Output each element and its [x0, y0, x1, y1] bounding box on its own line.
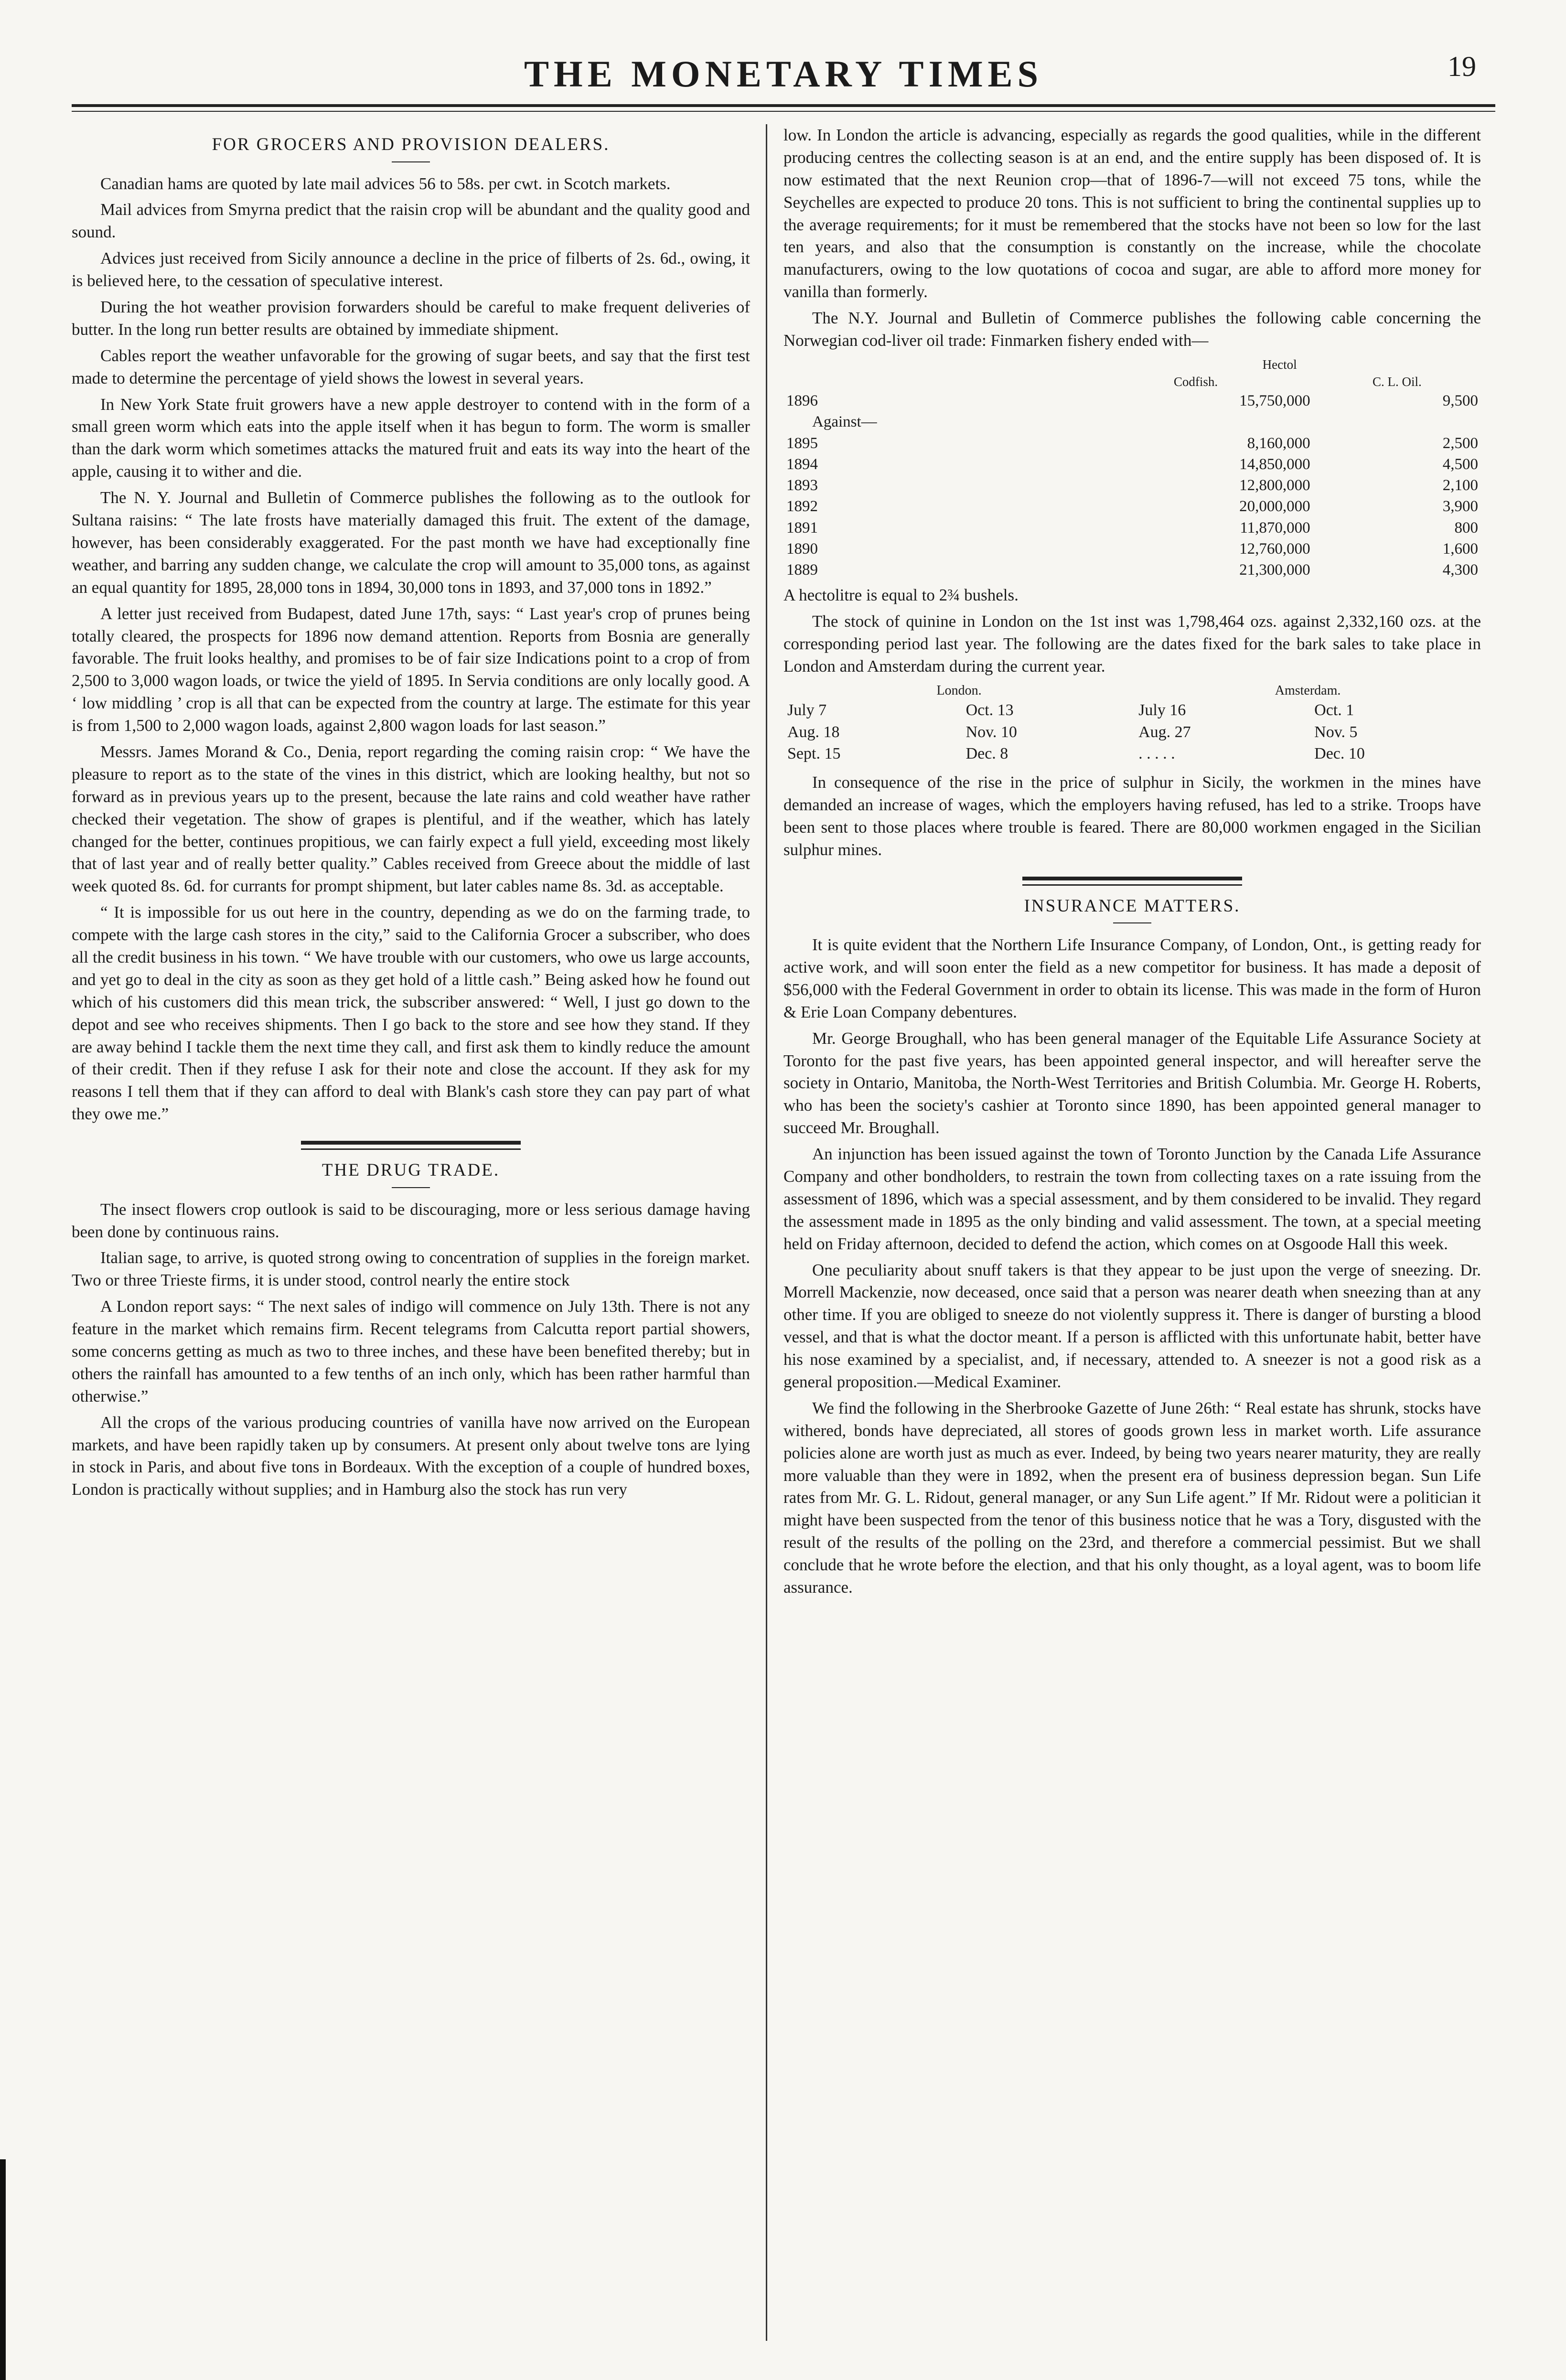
fishery-oil: 3,900: [1442, 498, 1478, 515]
article-paragraph: Messrs. James Morand & Co., Denia, report regarding the coming raisin crop: “ We have the pleasure to report as to the state of the vines in this district, which are looking healthy, but not so forward as in previous years up to the present, because the late rains and cold weather have rather checked their vegetation. The show of grapes is plentiful, and if the weather, which has lately changed for the better, continues propitious, we can fairly expect a full yield, exceeding most likely that of last year and of really better quality.” Cables received from Greece about the middle of last week quoted 8s. 6d. for currants for prompt shipment, but later cables name 8s. 3d. as acceptable.: [72, 742, 750, 896]
fishery-year: 1892: [786, 498, 818, 515]
article-paragraph: An injunction has been issued against the town of Toronto Junction by the Canada Life Assurance Company and other bondholders, to restrain the town from collecting taxes on a rate issuing from the assessment of 1896, which was a special assessment, and by them considered to be invalid. They regard the assessment made in 1895 as the only binding and valid assessment. The town, at a special meeting held on Friday afternoon, decided to defend the action, which comes on at Osgoode Hall this week.: [783, 1145, 1481, 1253]
section-rule-thin: [301, 1148, 521, 1150]
fishery-oil: 4,500: [1442, 455, 1478, 473]
fishery-oil: 9,500: [1442, 392, 1478, 410]
article-paragraph: During the hot weather provision forwarders should be careful to make frequent deliveries of butter. In the long run better results are obtained by immediate shipment.: [72, 298, 750, 339]
sales-london-header: London.: [936, 683, 982, 698]
fishery-codfish: 20,000,000: [1239, 498, 1310, 515]
fishery-oil: 2,500: [1442, 434, 1478, 452]
article-paragraph: Italian sage, to arrive, is quoted strong owing to concentration of supplies in the foreign market. Two or three Trieste firms, it is under stood, control nearly the entire stock: [72, 1248, 750, 1290]
fishery-codfish: 12,800,000: [1239, 477, 1310, 494]
table-row: [783, 496, 1481, 517]
table-row: [783, 390, 1481, 411]
fishery-year: 1895: [786, 434, 818, 452]
fishery-codfish: 8,160,000: [1247, 434, 1310, 452]
fishery-codfish: 11,870,000: [1240, 519, 1310, 536]
article-paragraph: We find the following in the Sherbrooke Gazette of June 26th: “ Real estate has shrunk, stocks have withered, bonds have depreciated, all stores of goods grown less in market worth. Life assurance policies alone are worth just as much as ever. Indeed, by being two years nearer maturity, they are really more valuable than they were in 1892, when the present era of business depression began. Sun Life rates from Mr. G. L. Ridout, general manager, or any Sun Life agent.” If Mr. Ridout were a politician it might have been suspected from the tenor of this business notice that he was a Tory, disgusted with the result of the results of the polling on the 23rd, and therefore a commercial pessimist. But we shall conclude that he wrote before the election, and that his only thought, as a loyal agent, was to boom life assurance.: [783, 1398, 1481, 1597]
fishery-oil: 4,300: [1442, 561, 1478, 579]
right-column: [783, 124, 1481, 2341]
sales-date: Dec. 8: [965, 745, 1008, 763]
fishery-table: [783, 356, 1481, 580]
fishery-oil: 2,100: [1442, 477, 1478, 494]
sales-date: Nov. 10: [965, 723, 1017, 741]
fishery-col-oil: C. L. Oil.: [1372, 375, 1422, 389]
heading-rule: [1113, 922, 1151, 923]
article-paragraph: It is quite evident that the Northern Life Insurance Company, of London, Ont., is getting ready for active work, and will soon enter the field as a new competitor for business. It has made a deposit of $56,000 with the Federal Government in order to obtain its license. This was made in the form of Huron & Erie Loan Company debentures.: [783, 935, 1481, 1021]
masthead-rule-thin: [72, 111, 1495, 112]
article-paragraph: The stock of quinine in London on the 1st inst was 1,798,464 ozs. against 2,332,160 ozs. at the corresponding period last year. The following are the dates fixed for the bark sales to take place in London and Amsterdam during the current year.: [783, 612, 1481, 675]
sales-date: July 16: [1138, 701, 1186, 719]
sales-date: July 7: [787, 701, 827, 719]
insurance-heading: INSURANCE MATTERS.: [1024, 896, 1241, 916]
bark-sales-table: [783, 682, 1481, 765]
masthead: [72, 29, 1495, 100]
sales-date: Nov. 5: [1314, 723, 1358, 741]
table-row: [783, 433, 1481, 454]
fishery-year: 1891: [786, 519, 818, 536]
table-row: [783, 475, 1481, 496]
fishery-oil: 1,600: [1442, 540, 1478, 557]
article-paragraph: In New York State fruit growers have a new apple destroyer to contend with in the form of a small green worm which eats into the apple itself when it has begun to form. The worm is smaller than the dark worm which sometimes attacks the matured fruit and eats its way into the heart of the apple, causing it to wither and die.: [72, 395, 750, 481]
table-row: [783, 721, 1481, 743]
fishery-oil: 800: [1454, 519, 1478, 536]
column-divider: [766, 124, 767, 2341]
article-paragraph: “ It is impossible for us out here in the country, depending as we do on the farming trade, to compete with the large cash stores in the city,” said to the California Grocer a subscriber, who does all the credit business in his town. “ We have trouble with our customers, who owe us large accounts, and yet go to deal in the city as soon as they get hold of a little cash.” Being asked how he found out which of his customers did this mean trick, the subscriber answered: “ Well, I just go down to the depot and see who receives shipments. Then I go back to the store and see how they stand. If they are away behind I tackle them the next time they call, and first ask them to kindly reduce the amount of their credit. Then if they refuse I ask for their note and close the account. If they ask for my reasons I tell them that if they can afford to deal with Blank's cash store they can pay part of what they owe me.”: [72, 903, 750, 1124]
section-rule: [1022, 877, 1242, 880]
fishery-year: 1894: [786, 455, 818, 473]
table-row: [783, 454, 1481, 475]
table-row: [783, 699, 1481, 721]
article-paragraph: low. In London the article is advancing, especially as regards the good qualities, while in the different producing centres the collecting season is at an end, and the entire supply has been disposed of. It is now estimated that the next Reunion crop—that of 1896-7—will not exceed 75 tons, while the Seychelles are expected to produce 20 tons. This is not sufficient to bring the continental supplies up to the average requirements; for it must be remembered that the stocks have not been so low for the last ten years, and also that the consumption is constantly on the increase, while the chocolate manufacturers, owing to the low quotations of cocoa and sugar, are able to afford more money for vanilla than formerly.: [783, 126, 1481, 301]
sales-date: Oct. 1: [1314, 701, 1354, 719]
sales-date: . . . . .: [1138, 745, 1175, 763]
sales-date: Aug. 18: [787, 723, 840, 741]
table-row: [783, 517, 1481, 538]
article-paragraph: The insect flowers crop outlook is said to be discouraging, more or less serious damage having been done by continuous rains.: [72, 1200, 750, 1241]
fishery-codfish: 15,750,000: [1239, 392, 1310, 410]
article-paragraph: The N. Y. Journal and Bulletin of Commerce publishes the following as to the outlook for Sultana raisins: “ The late frosts have materially damaged this fruit. The extent of the damage, however, has been considerably exaggerated. For the past month we have had exceptionally fine weather, and barring any sudden change, we calculate the crop will amount to 35,000 tons, as against an equal quantity for 1895, 28,000 tons in 1894, 30,000 tons in 1893, and 37,000 tons in 1892.”: [72, 488, 750, 597]
table-row: [783, 743, 1481, 765]
table-row: [783, 559, 1481, 580]
masthead-rule: [72, 104, 1495, 107]
columns: [72, 124, 1495, 2341]
grocers-heading: FOR GROCERS AND PROVISION DEALERS.: [212, 135, 610, 154]
section-rule: [301, 1141, 521, 1145]
left-column: [72, 124, 750, 2341]
article-paragraph: Cables report the weather unfavorable for the growing of sugar beets, and say that the first test made to determine the percentage of yield shows the lowest in several years.: [72, 346, 750, 387]
fishery-year: 1896: [786, 392, 818, 410]
sales-date: Dec. 10: [1314, 745, 1365, 763]
drug-heading: THE DRUG TRADE.: [322, 1160, 500, 1180]
article-paragraph: In consequence of the rise in the price of sulphur in Sicily, the workmen in the mines have demanded an increase of wages, which the employers having refused, has led to a strike. Troops have been sent to those places where trouble is feared. There are 80,000 workmen engaged in the Sicilian sulphur mines.: [783, 772, 1481, 859]
newspaper-page: [72, 29, 1495, 2350]
publication-title: THE MONETARY TIMES: [524, 53, 1043, 95]
sales-date: Aug. 27: [1138, 723, 1191, 741]
fishery-against-label: Against—: [812, 413, 877, 431]
page-number: 19: [1448, 51, 1476, 82]
sales-amsterdam-header: Amsterdam.: [1275, 683, 1341, 698]
article-paragraph: A London report says: “ The next sales of indigo will commence on July 13th. There is not any feature in the market which remains firm. Recent telegrams from Calcutta report partial showers, some concerns getting as much as two to three inches, and these have been benefited thereby; but in others the rainfall has amounted to a few tenths of an inch only, which has been rather harmful than otherwise.”: [72, 1297, 750, 1405]
article-paragraph: Mail advices from Smyrna predict that the raisin crop will be abundant and the quality good and sound.: [72, 200, 750, 242]
heading-rule: [392, 161, 430, 162]
heading-rule: [392, 1187, 430, 1188]
fishery-codfish: 21,300,000: [1239, 561, 1310, 579]
table-row: [783, 538, 1481, 559]
fishery-year: 1893: [786, 477, 818, 494]
fishery-year: 1889: [786, 561, 818, 579]
article-paragraph: Mr. George Broughall, who has been general manager of the Equitable Life Assurance Society at Toronto for the past five years, has been appointed general inspector, and will hereafter serve the society in Ontario, Manitoba, the North-West Territories and British Columbia. Mr. George H. Roberts, who has been the society's cashier at Toronto since 1890, has been appointed general manager to succeed Mr. Broughall.: [783, 1029, 1481, 1137]
article-paragraph: The N.Y. Journal and Bulletin of Commerce publishes the following cable concerning the Norwegian cod-liver oil trade: Finmarken fishery ended with—: [783, 309, 1481, 350]
fishery-codfish: 12,760,000: [1239, 540, 1310, 557]
article-paragraph: A letter just received from Budapest, dated June 17th, says: “ Last year's crop of prunes being totally cleared, the prospects for 1896 now demand attention. Reports from Bosnia are generally favorable. The fruit looks healthy, and promises to be of fair size Indications point to a crop of from 2,500 to 3,000 wagon loads, or twice the yield of 1895. In Servia conditions are only locally good. A ‘ low middling ’ crop is all that can be expected from the country at large. The estimate for this year is from 1,500 to 2,000 wagon loads, against 2,800 wagon loads for last season.”: [72, 604, 750, 735]
article-paragraph: All the crops of the various producing countries of vanilla have now arrived on the European markets, and have been rapidly taken up by consumers. At present only about twelve tons are lying in stock in Paris, and about five tons in Bordeaux. With the exception of a couple of hundred boxes, London is practically without supplies; and in Hamburg also the stock has run very: [72, 1413, 750, 1499]
section-rule-thin: [1022, 884, 1242, 886]
fishery-codfish: 14,850,000: [1239, 455, 1310, 473]
article-paragraph: Canadian hams are quoted by late mail advices 56 to 58s. per cwt. in Scotch markets.: [100, 174, 671, 193]
article-paragraph: Advices just received from Sicily announce a decline in the price of filberts of 2s. 6d., owing, it is believed here, to the cessation of speculative interest.: [72, 249, 750, 290]
fishery-col-codfish: Codfish.: [1173, 375, 1218, 389]
fishery-note: A hectolitre is equal to 2¾ bushels.: [783, 586, 1019, 605]
article-paragraph: One peculiarity about snuff takers is that they appear to be just upon the verge of sneezing. Dr. Morrell Mackenzie, now deceased, once said that a person was nearer death when sneezing than at any other time. If you are obliged to sneeze do not violently suppress it. There is danger of bursting a blood vessel, and that is what the doctor meant. If a person is afflicted with this unfortunate habit, better have his nose examined by a specialist, and, if necessary, attended to. A sneezer is not a good risk as a general proposition.—Medical Examiner.: [783, 1260, 1481, 1391]
fishery-year: 1890: [786, 540, 818, 557]
sales-date: Sept. 15: [787, 745, 841, 763]
fishery-unit-header: Hectol: [1262, 357, 1297, 372]
sales-date: Oct. 13: [965, 701, 1014, 719]
binding-edge: [0, 2159, 6, 2380]
